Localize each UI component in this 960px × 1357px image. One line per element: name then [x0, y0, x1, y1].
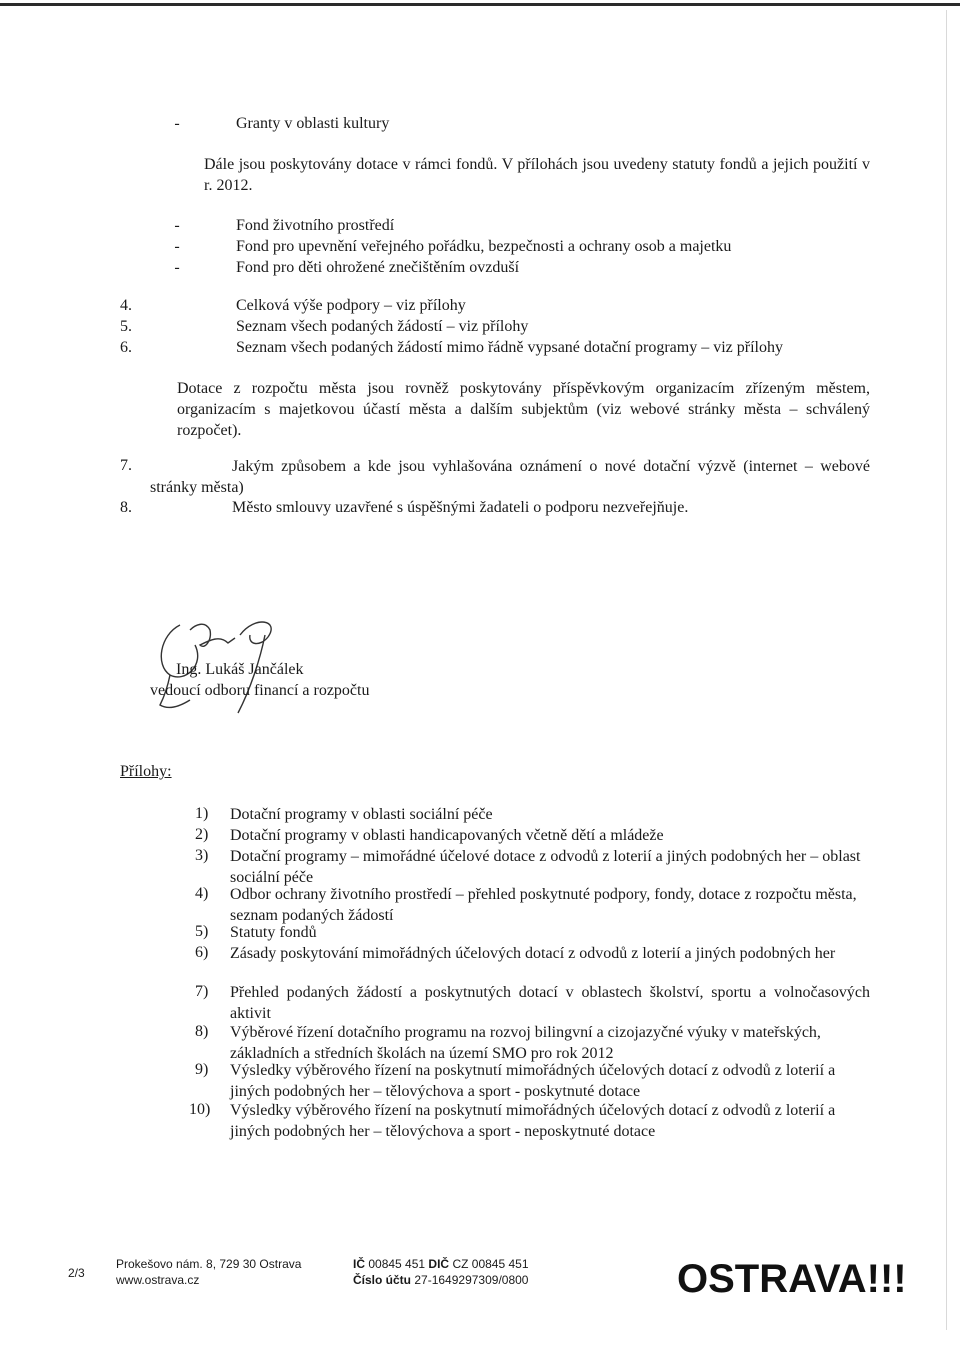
ic-label: IČ: [353, 1257, 365, 1271]
bullet-dash: -: [174, 217, 180, 234]
ostrava-logo: OSTRAVA!!!: [677, 1257, 907, 1301]
footer-web: www.ostrava.cz: [116, 1273, 200, 1287]
attachment-item: Zásady poskytování mimořádných účelových dotací z odvodů z loterií a jiných podobných her: [230, 945, 836, 962]
dic-label: DIČ: [428, 1257, 450, 1271]
item-number: 8.: [120, 499, 132, 516]
scan-edge-line: [946, 10, 947, 1330]
ic-value: 00845 451: [368, 1257, 426, 1271]
attachment-item: Výsledky výběrového řízení na poskytnutí mimořádných účelových dotací z odvodů z loterií a jiných podobných her – tělovýchova a sport - poskytnuté dotace: [230, 1062, 836, 1100]
attachment-item: Výběrové řízení dotačního programu na rozvoj bilingvní a cizojazyčné výuky v mateřských, základních a středních školách na území SMO pro rok 2012: [230, 1024, 821, 1062]
attachment-number: 3): [195, 847, 209, 864]
attachment-number: 5): [195, 923, 209, 940]
item-text: Celková výše podpory – viz přílohy: [236, 297, 466, 314]
footer-address: Prokešovo nám. 8, 729 30 Ostrava: [116, 1257, 302, 1271]
attachment-number: 1): [195, 805, 209, 822]
attachment-item: Statuty fondů: [230, 924, 317, 941]
item7-text: Jakým způsobem a kde jsou vyhlašována oznámení o nové dotační výzvě (internet – webové stránky města): [150, 458, 870, 496]
account-label: Číslo účtu: [353, 1273, 412, 1287]
attachment-item: Dotační programy v oblasti handicapovaných včetně dětí a mládeže: [230, 827, 664, 844]
dotace-paragraph: Dotace z rozpočtu města jsou rovněž poskytovány příspěvkovým organizacím zřízeným městem, organizacím s majetkovou účastí města a dalším subjektům (viz webové stránky města – schválený rozpočet).: [177, 380, 870, 439]
footer-account: [353, 1273, 528, 1288]
account-value: 27-1649297309/0800: [414, 1273, 529, 1287]
intro-paragraph: Dále jsou poskytovány dotace v rámci fondů. V přílohách jsou uvedeny statuty fondů a jejich použití v r. 2012.: [204, 156, 870, 194]
fund-item: Fond pro děti ohrožené znečištěním ovzduší: [236, 259, 520, 276]
attachments-heading: Přílohy:: [120, 763, 172, 780]
top-bullet-text: Granty v oblasti kultury: [236, 115, 390, 132]
attachment-item: Dotační programy v oblasti sociální péče: [230, 806, 493, 823]
attachment-number: 9): [195, 1061, 209, 1078]
item-text: Seznam všech podaných žádostí – viz přílohy: [236, 318, 529, 335]
attachment-item: Výsledky výběrového řízení na poskytnutí mimořádných účelových dotací z odvodů z loterií a jiných podobných her – tělovýchova a sport - neposkytnuté dotace: [230, 1102, 836, 1140]
attachment-number: 7): [195, 983, 209, 1000]
attachment-item: Odbor ochrany životního prostředí – přehled poskytnuté podpory, fondy, dotace z rozpočtu města, seznam podaných žádostí: [230, 886, 857, 924]
item-number: 6.: [120, 339, 132, 356]
page-number: 2/3: [68, 1266, 85, 1280]
attachment-number: 10): [189, 1101, 211, 1118]
attachment-item: Dotační programy – mimořádné účelové dotace z odvodů z loterií a jiných podobných her – oblast sociální péče: [230, 848, 861, 886]
item-number: 4.: [120, 297, 132, 314]
item-number: 5.: [120, 318, 132, 335]
attachment-number: 8): [195, 1023, 209, 1040]
fund-item: Fond životního prostředí: [236, 217, 395, 234]
item8-text: Město smlouvy uzavřené s úspěšnými žadateli o podporu nezveřejňuje.: [232, 499, 689, 516]
item-text: Seznam všech podaných žádostí mimo řádně vypsané dotační programy – viz přílohy: [236, 339, 783, 356]
footer-ids: [353, 1257, 529, 1272]
attachment-number: 2): [195, 826, 209, 843]
bullet-dash: -: [174, 238, 180, 255]
bullet-dash: -: [174, 259, 180, 276]
top-border: [0, 3, 960, 6]
item-number: 7.: [120, 457, 132, 474]
bullet-dash: -: [174, 115, 180, 132]
attachment-number: 4): [195, 885, 209, 902]
attachment-item: Přehled podaných žádostí a poskytnutých dotací v oblastech školství, sportu a volnočasových aktivit: [230, 984, 870, 1022]
signer-name: Ing. Lukáš Jančálek: [176, 661, 304, 678]
signer-role: vedoucí odboru financí a rozpočtu: [150, 682, 370, 699]
dic-value: CZ 00845 451: [452, 1257, 529, 1271]
fund-item: Fond pro upevnění veřejného pořádku, bezpečnosti a ochrany osob a majetku: [236, 238, 732, 255]
attachment-number: 6): [195, 944, 209, 961]
